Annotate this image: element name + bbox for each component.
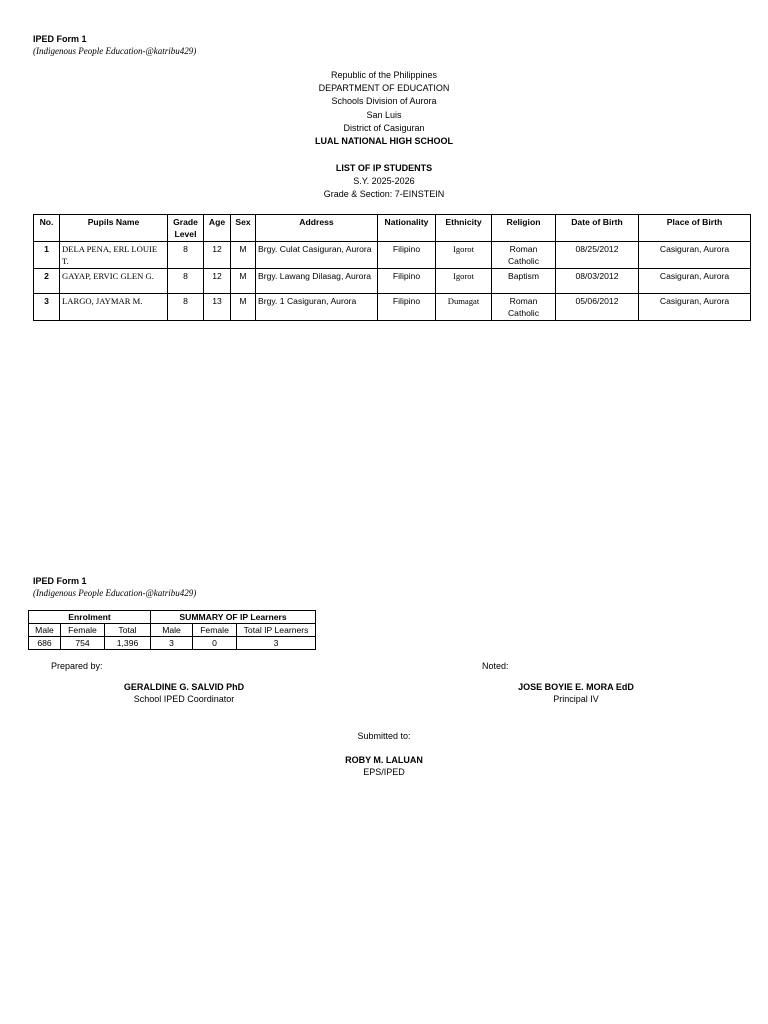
cell-address: Brgy. Culat Casiguran, Aurora	[256, 242, 378, 269]
cell-address: Brgy. Lawang Dilasag, Aurora	[256, 269, 378, 294]
summary-subheader-row	[29, 624, 316, 637]
col-header-grade: Grade Level	[168, 215, 204, 242]
submitted-to-name: ROBY M. LALUAN	[345, 755, 423, 765]
cell-nationality: Filipino	[378, 269, 436, 294]
school-year: S.Y. 2025-2026	[353, 176, 415, 187]
summary-table	[28, 610, 316, 650]
cell-grade: 8	[168, 269, 204, 294]
submitted-to-position: EPS/IPED	[363, 767, 405, 777]
cell-age: 13	[204, 294, 231, 321]
grade-section: Grade & Section: 7-EINSTEIN	[323, 189, 445, 200]
sub-header-ip-male: Male	[151, 624, 193, 637]
list-header	[0, 162, 768, 202]
header-line-republic: Republic of the Philippines	[330, 70, 438, 80]
col-header-name: Pupils Name	[60, 215, 168, 242]
enrolment-header: Enrolment	[29, 611, 151, 624]
col-header-no: No.	[34, 215, 60, 242]
cell-ethnicity: Igorot	[436, 269, 492, 294]
header-line-department: DEPARTMENT OF EDUCATION	[318, 83, 450, 94]
cell-nationality: Filipino	[378, 242, 436, 269]
school-name: LUAL NATIONAL HIGH SCHOOL	[315, 136, 453, 147]
noted-by-name: JOSE BOYIE E. MORA EdD	[518, 682, 634, 692]
table-row	[34, 294, 751, 321]
cell-grade: 8	[168, 294, 204, 321]
value-total: 1,396	[105, 637, 151, 650]
cell-name: LARGO, JAYMAR M.	[60, 294, 168, 321]
cell-ethnicity: Igorot	[436, 242, 492, 269]
col-header-pob: Place of Birth	[639, 215, 751, 242]
cell-age: 12	[204, 269, 231, 294]
value-male: 686	[29, 637, 61, 650]
table-header-row	[34, 215, 751, 242]
sub-header-female: Female	[61, 624, 105, 637]
value-ip-female: 0	[193, 637, 237, 650]
cell-name: GAYAP, ERVIC GLEN G.	[60, 269, 168, 294]
form-title: IPED Form 1	[33, 34, 87, 44]
cell-sex: M	[231, 294, 256, 321]
students-table	[33, 214, 751, 321]
cell-no: 2	[34, 269, 60, 294]
col-header-ethnicity: Ethnicity	[436, 215, 492, 242]
list-title: LIST OF IP STUDENTS	[335, 163, 433, 173]
summary-values-row	[29, 637, 316, 650]
footer-form-title: IPED Form 1	[33, 576, 87, 586]
cell-pob: Casiguran, Aurora	[639, 242, 751, 269]
prepared-by-position: School IPED Coordinator	[133, 694, 235, 704]
cell-name: DELA PENA, ERL LOUIE T.	[60, 242, 168, 269]
cell-age: 12	[204, 242, 231, 269]
cell-religion: Roman Catholic	[492, 294, 556, 321]
cell-address: Brgy. 1 Casiguran, Aurora	[256, 294, 378, 321]
sub-header-ip-total: Total IP Learners	[237, 624, 316, 637]
value-ip-male: 3	[151, 637, 193, 650]
header-line-municipality: San Luis	[366, 109, 402, 120]
value-female: 754	[61, 637, 105, 650]
noted-label: Noted:	[482, 661, 509, 671]
header-line-district: District of Casiguran	[343, 122, 425, 133]
col-header-dob: Date of Birth	[556, 215, 639, 242]
sub-header-male: Male	[29, 624, 61, 637]
cell-sex: M	[231, 242, 256, 269]
cell-pob: Casiguran, Aurora	[639, 294, 751, 321]
summary-group-row	[29, 611, 316, 624]
header-line-division: Schools Division of Aurora	[331, 96, 437, 107]
sub-header-total: Total	[105, 624, 151, 637]
cell-religion: Baptism	[492, 269, 556, 294]
table-row	[34, 242, 751, 269]
footer-form-subtitle: (Indigenous People Education-@katribu429)	[33, 588, 197, 598]
cell-sex: M	[231, 269, 256, 294]
cell-no: 1	[34, 242, 60, 269]
cell-pob: Casiguran, Aurora	[639, 269, 751, 294]
col-header-address: Address	[256, 215, 378, 242]
cell-dob: 08/03/2012	[556, 269, 639, 294]
cell-grade: 8	[168, 242, 204, 269]
value-ip-total: 3	[237, 637, 316, 650]
sub-header-ip-female: Female	[193, 624, 237, 637]
submitted-to-label: Submitted to:	[357, 731, 411, 741]
cell-dob: 08/25/2012	[556, 242, 639, 269]
cell-no: 3	[34, 294, 60, 321]
cell-dob: 05/06/2012	[556, 294, 639, 321]
col-header-nationality: Nationality	[378, 215, 436, 242]
col-header-sex: Sex	[231, 215, 256, 242]
col-header-religion: Religion	[492, 215, 556, 242]
noted-by-position: Principal IV	[553, 694, 599, 704]
agency-header	[0, 69, 768, 148]
table-row	[34, 269, 751, 294]
prepared-by-label: Prepared by:	[51, 661, 103, 671]
col-header-age: Age	[204, 215, 231, 242]
ip-summary-header: SUMMARY OF IP Learners	[151, 611, 316, 624]
form-subtitle: (Indigenous People Education-@katribu429)	[33, 46, 197, 56]
cell-religion: Roman Catholic	[492, 242, 556, 269]
cell-ethnicity: Dumagat	[436, 294, 492, 321]
prepared-by-name: GERALDINE G. SALVID PhD	[123, 682, 245, 692]
cell-nationality: Filipino	[378, 294, 436, 321]
